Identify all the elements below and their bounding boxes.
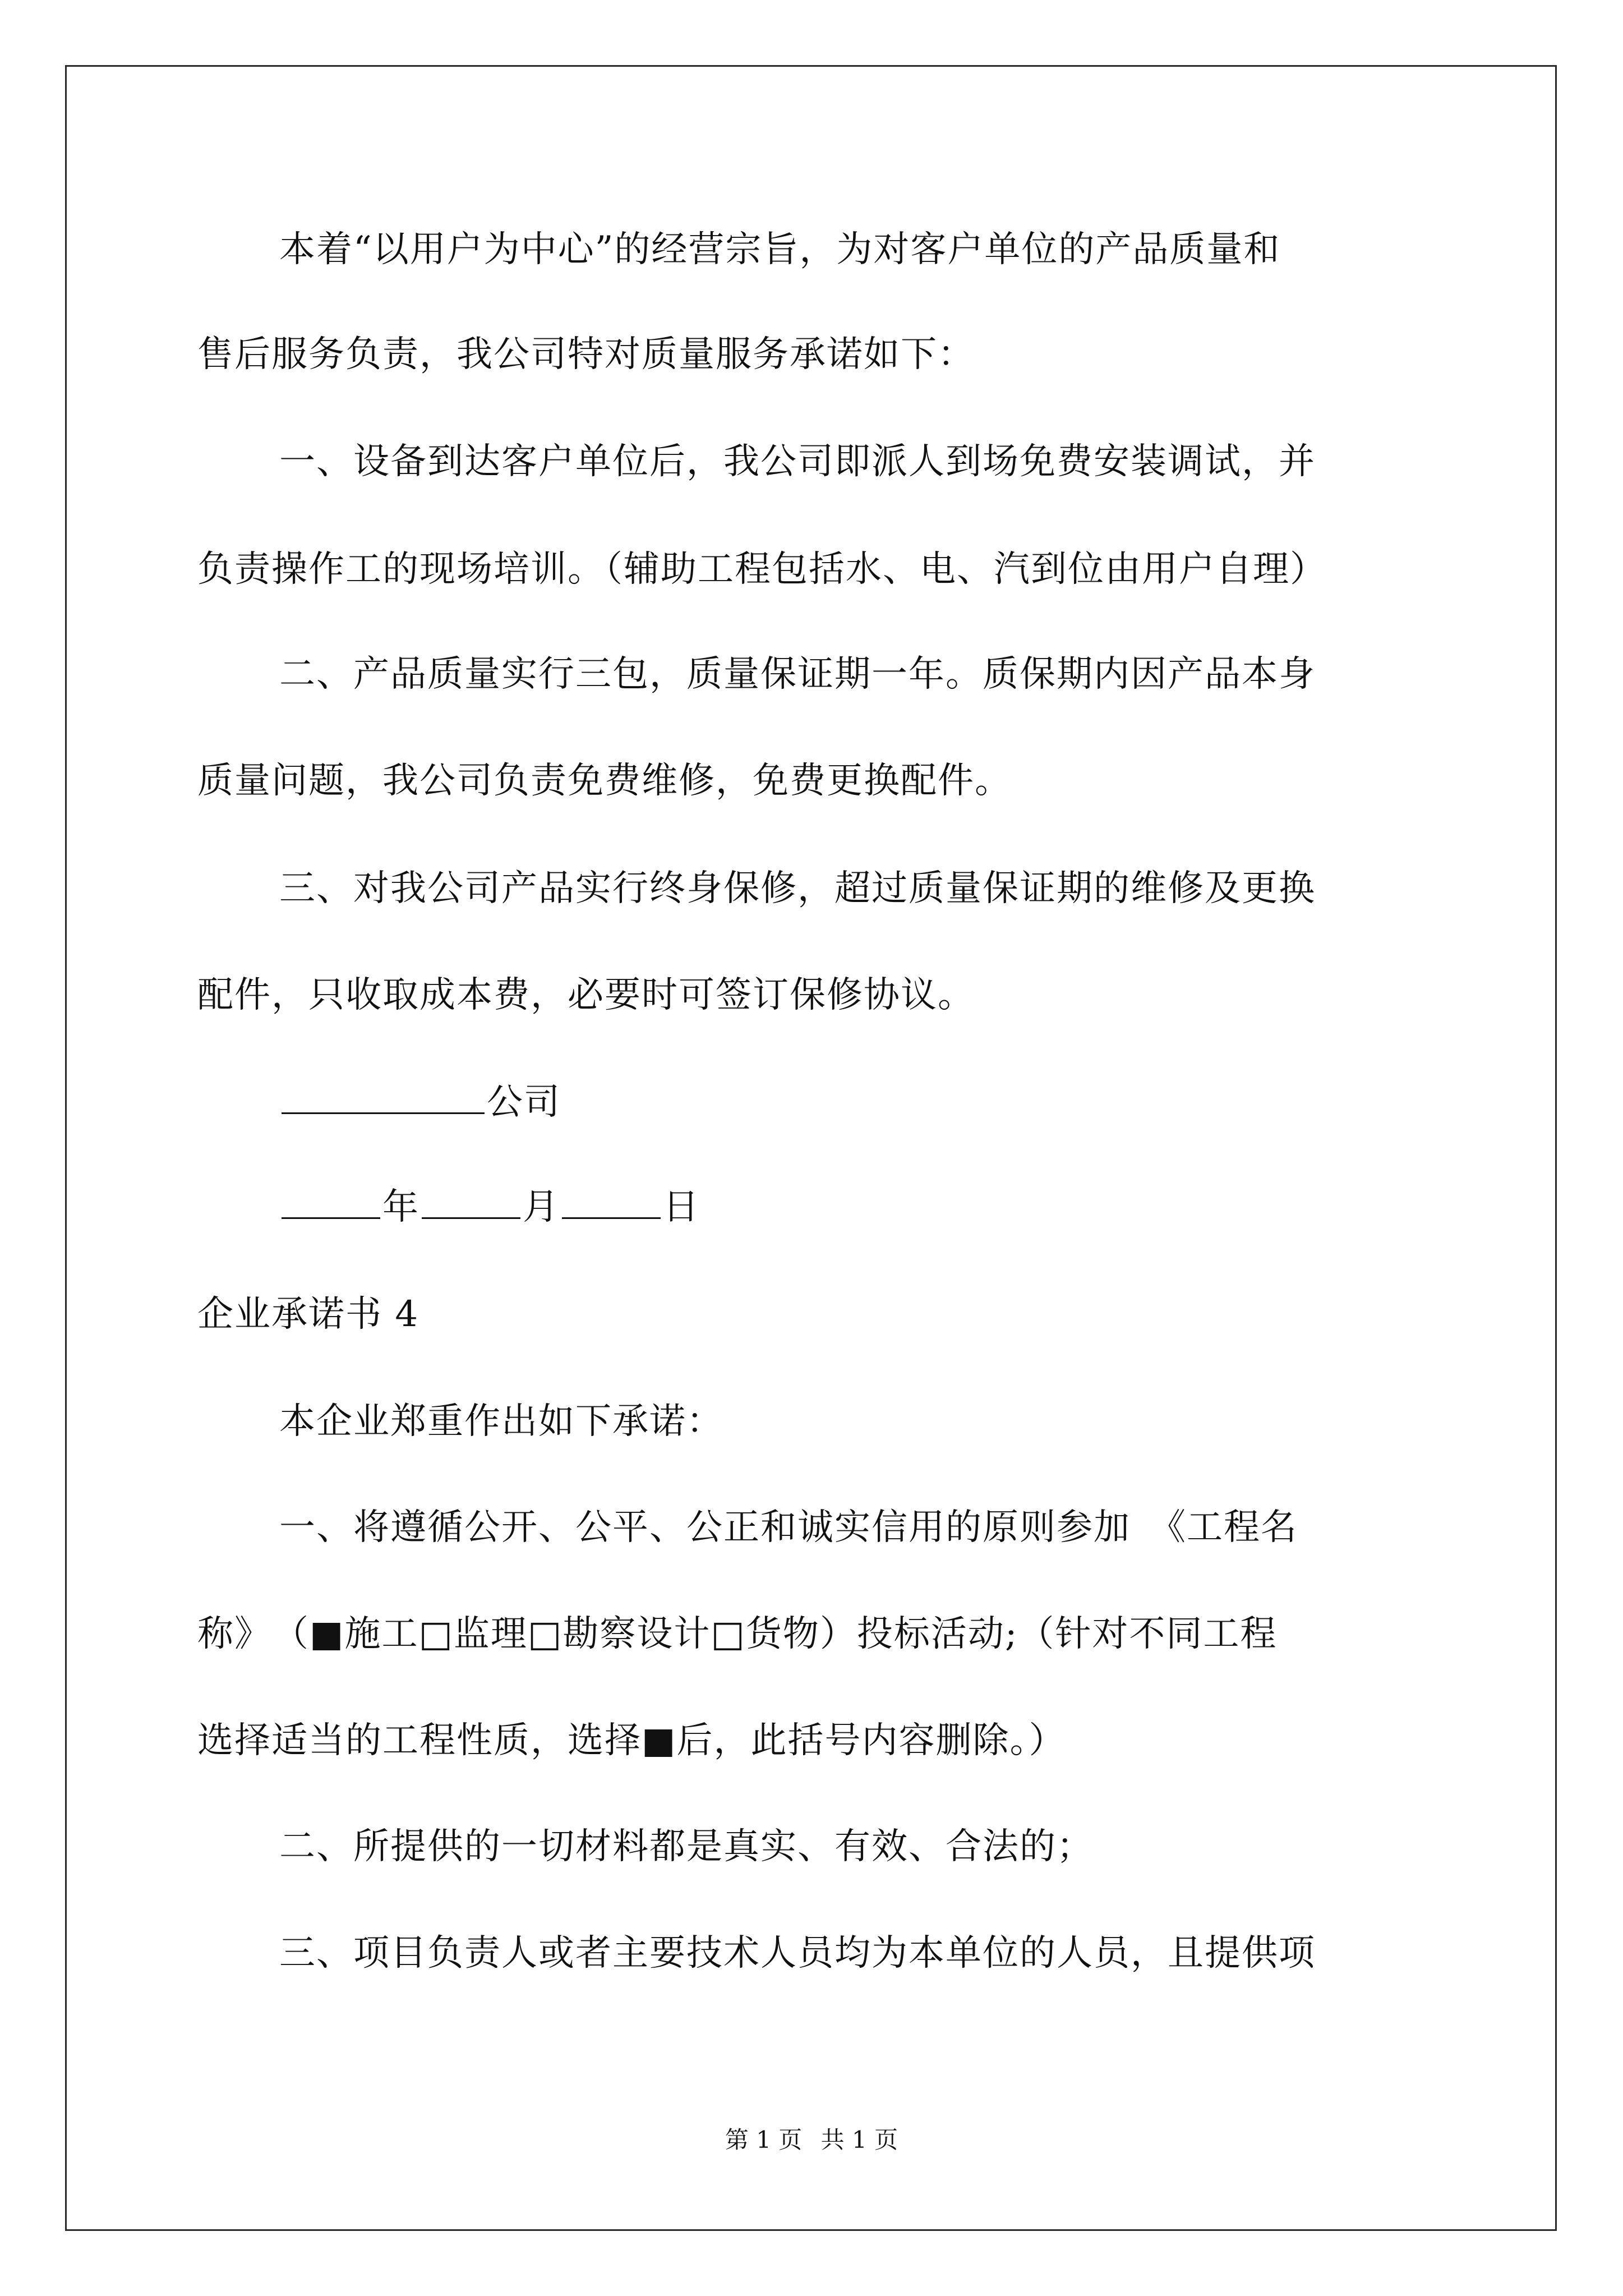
paragraph-line: 二、产品质量实行三包，质量保证期一年。质保期内因产品本身 [279,654,1316,695]
paragraph-line: 称》 （■施工□监理□勘察设计□货物）投标活动;（针对不同工程 [197,1613,1278,1655]
paragraph-line: 配件，只收取成本费，必要时可签订保修协议。 [197,974,975,1016]
page-border [65,65,1557,2231]
year-label: 年 [382,1186,419,1228]
paragraph-line: 选择适当的工程性质，选择■后，此括号内容删除。） [197,1720,1066,1761]
company-suffix: 公司 [487,1082,561,1123]
paragraph-line: 本企业郑重作出如下承诺： [279,1401,723,1442]
company-name-blank[interactable] [282,1073,485,1114]
paragraph-line: 二、所提供的一切材料都是真实、有效、合法的； [279,1826,1094,1867]
year-blank[interactable] [282,1178,380,1219]
paragraph-line: 售后服务负责，我公司特对质量服务承诺如下： [197,334,975,375]
page-number: 第 1 页 [725,2126,803,2154]
paragraph-line: 质量问题，我公司负责免费维修，免费更换配件。 [197,760,1012,802]
signature-company-line [279,1069,1457,1136]
paragraph-line: 一、设备到达客户单位后，我公司即派人到场免费安装调试，并 [279,441,1316,482]
month-label: 月 [523,1186,560,1228]
page-total: 共 1 页 [820,2126,898,2154]
day-label: 日 [663,1186,700,1228]
page-footer [0,2123,1623,2157]
month-blank[interactable] [422,1178,520,1219]
signature-date-line [279,1174,1457,1241]
section-title: 企业承诺书 4 [197,1294,419,1335]
paragraph-line: 本着“以用户为中心”的经营宗旨，为对客户单位的产品质量和 [279,229,1281,270]
paragraph-line: 三、对我公司产品实行终身保修，超过质量保证期的维修及更换 [279,868,1316,909]
paragraph-line: 一、将遵循公开、公平、公正和诚实信用的原则参加 《工程名 [279,1507,1298,1548]
paragraph-line: 负责操作工的现场培训。（辅助工程包括水、电、汽到位由用户自理） [197,549,1327,590]
paragraph-line: 三、项目负责人或者主要技术人员均为本单位的人员，且提供项 [279,1932,1316,1974]
day-blank[interactable] [562,1178,661,1219]
